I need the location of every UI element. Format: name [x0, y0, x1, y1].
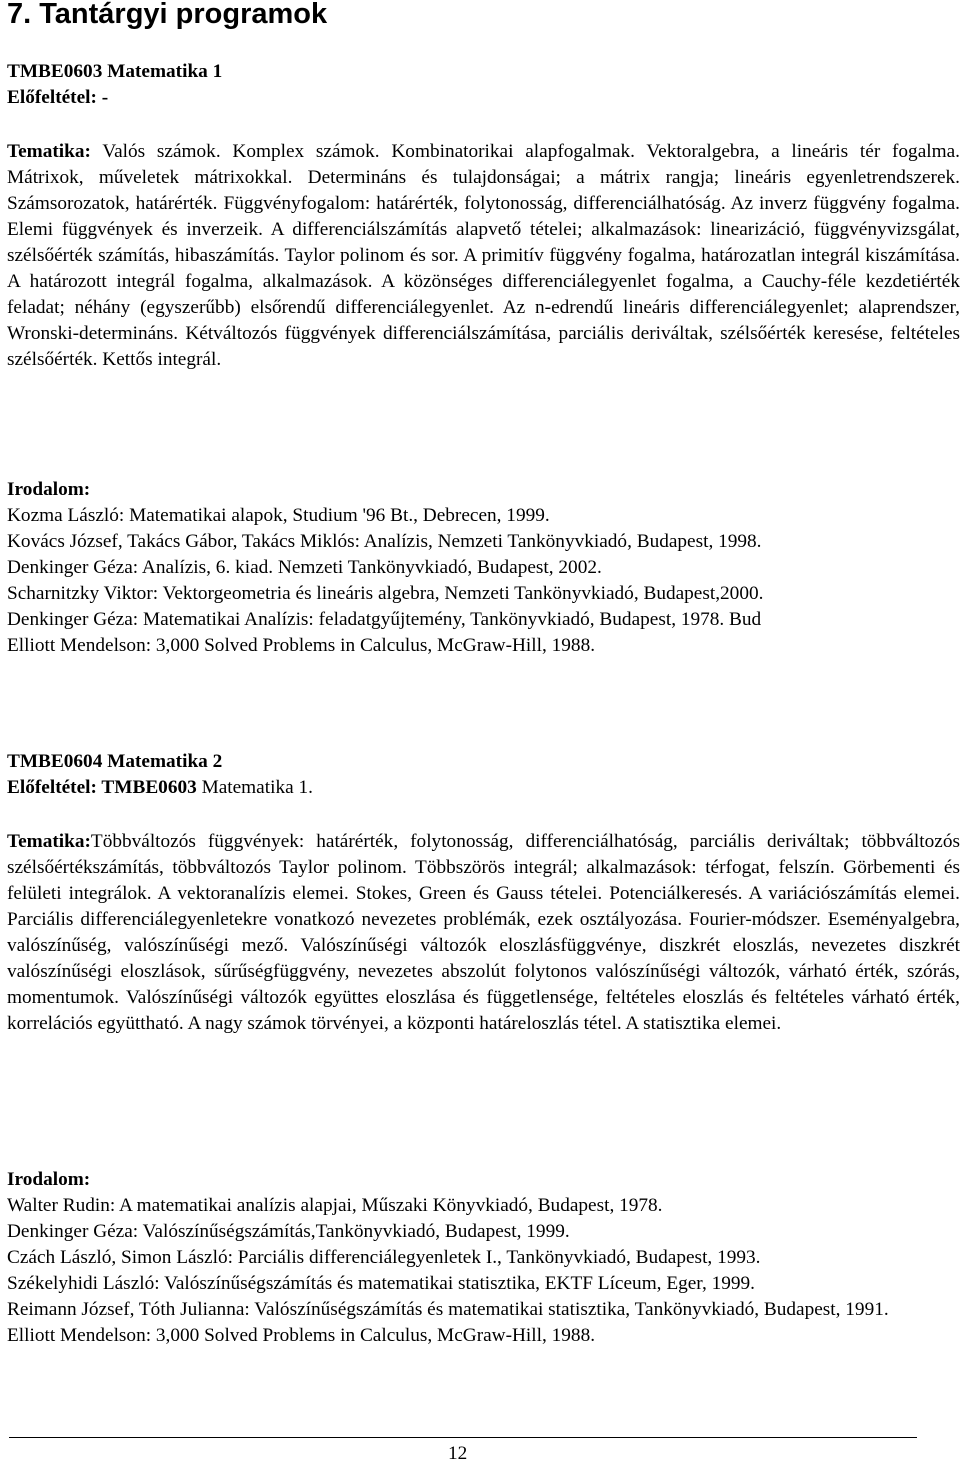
footer-divider [9, 1437, 917, 1438]
literature-item: Denkinger Géza: Analízis, 6. kiad. Nemzeti Tankönyvkiadó, Budapest, 2002. [7, 557, 602, 578]
course2-prerequisite [7, 775, 960, 801]
course2-prereq-label: Előfeltétel: TMBE0603 [7, 777, 197, 798]
literature-item: Kozma László: Matematikai alapok, Studium '96 Bt., Debrecen, 1999. [7, 505, 550, 526]
literature-item: Elliott Mendelson: 3,000 Solved Problems in Calculus, McGraw-Hill, 1988. [7, 1325, 596, 1346]
page-number: 12 [448, 1443, 468, 1464]
course2-title: TMBE0604 Matematika 2 [7, 751, 223, 772]
literature-item: Scharnitzky Viktor: Vektorgeometria és lineáris algebra, Nemzeti Tankönyvkiadó, Budapest,2000. [7, 583, 764, 604]
literature-item: Elliott Mendelson: 3,000 Solved Problems in Calculus, McGraw-Hill, 1988. [7, 635, 596, 656]
course2-literature-list [7, 1193, 960, 1349]
literature-item: Czách László, Simon László: Parciális differenciálegyenletek I., Tankönyvkiadó, Budapest, 1993. [7, 1247, 761, 1268]
course2-topics-text: Többváltozós függvények: határérték, folytonosság, differenciálhatóság, parciális deriváltak; többváltozós szélsőértékszámítás, többváltozós Taylor polinom. Többszörös integrál; alkalmazások: térfogat, felszín. Görbementi és felületi integrálok. A vektoranalízis elemei. Stokes, Green és Gauss tételei. Potenciálkeresés. A variációszámítás elemei. Parciális differenciálegyenletekre vonatkozó nevezetes problémák, ezek osztályozása. Fourier-módszer. Eseményalgebra, valószínűség, valószínűségi mező. Valószínűségi változók eloszlásfüggvénye, diszkrét eloszlás, nevezetes diszkrét valószínűségi eloszlások, sűrűségfüggvény, nevezetes abszolút folytonos valószínűségi változók, várható érték, szórás, momentumok. Valószínűségi változók együttes eloszlása és függetlensége, feltételes eloszlás és feltételes várható érték, korrelációs együttható. A nagy számok törvényei, a központi határeloszlás tétel. A statisztika elemei. [7, 831, 960, 1034]
course1-prereq-value: - [96, 87, 109, 108]
course1-topics [7, 139, 960, 373]
course2-literature-label: Irodalom: [7, 1169, 91, 1190]
course2-prereq-value: Matematika 1. [196, 777, 313, 798]
course1-prerequisite [7, 85, 960, 111]
literature-item: Székelyhidi László: Valószínűségszámítás és matematikai statisztika, EKTF Líceum, Eger, 1999. [7, 1273, 755, 1294]
course1-title: TMBE0603 Matematika 1 [7, 61, 223, 82]
course2-topics [7, 829, 960, 1037]
course1-prereq-label: Előfeltétel: [7, 87, 97, 108]
course1-topics-text: Valós számok. Komplex számok. Kombinatorikai alapfogalmak. Vektoralgebra, a lineáris tér fogalma. Mátrixok, műveletek mátrixokkal. Determináns és tulajdonságai; a mátrix rangja; lineáris egyenletrendszerek. Számsorozatok, határérték. Függvényfogalom: határérték, folytonosság, differenciálhatóság. Az inverz függvény fogalma. Elemi függvények és inverzeik. A differenciálszámítás alapvető tételei; alkalmazások: linearizáció, függvényvizsgálat, szélsőérték számítás, hibaszámítás. Taylor polinom és sor. A primitív függvény fogalma, határozatlan integrál kiszámítása. A határozott integrál fogalma, alkalmazások. A közönséges differenciálegyenlet fogalma, a Cauchy-féle kezdetiérték feladat; néhány (egyszerűbb) elsőrendű differenciálegyenlet. Az n-edrendű lineáris differenciálegyenlet; alaprendszer, Wronski-determináns. Kétváltozós függvények differenciálszámítása, parciális deriváltak, szélsőérték keresése, feltételes szélsőérték. Kettős integrál. [7, 141, 960, 370]
literature-item: Kovács József, Takács Gábor, Takács Miklós: Analízis, Nemzeti Tankönyvkiadó, Budapest, 1998. [7, 531, 762, 552]
section-heading: 7. Tantárgyi programok [7, 0, 328, 30]
literature-item: Reimann József, Tóth Julianna: Valószínűségszámítás és matematikai statisztika, Tankönyvkiadó, Budapest, 1991. [7, 1299, 889, 1320]
course1-literature-label: Irodalom: [7, 479, 91, 500]
course2-topics-label: Tematika: [7, 831, 91, 852]
course1-topics-label: Tematika: [7, 141, 91, 162]
course1-literature-list [7, 503, 960, 659]
literature-item: Walter Rudin: A matematikai analízis alapjai, Műszaki Könyvkiadó, Budapest, 1978. [7, 1195, 663, 1216]
literature-item: Denkinger Géza: Valószínűségszámítás,Tankönyvkiadó, Budapest, 1999. [7, 1221, 570, 1242]
literature-item: Denkinger Géza: Matematikai Analízis: feladatgyűjtemény, Tankönyvkiadó, Budapest, 1978. Bud [7, 609, 762, 630]
